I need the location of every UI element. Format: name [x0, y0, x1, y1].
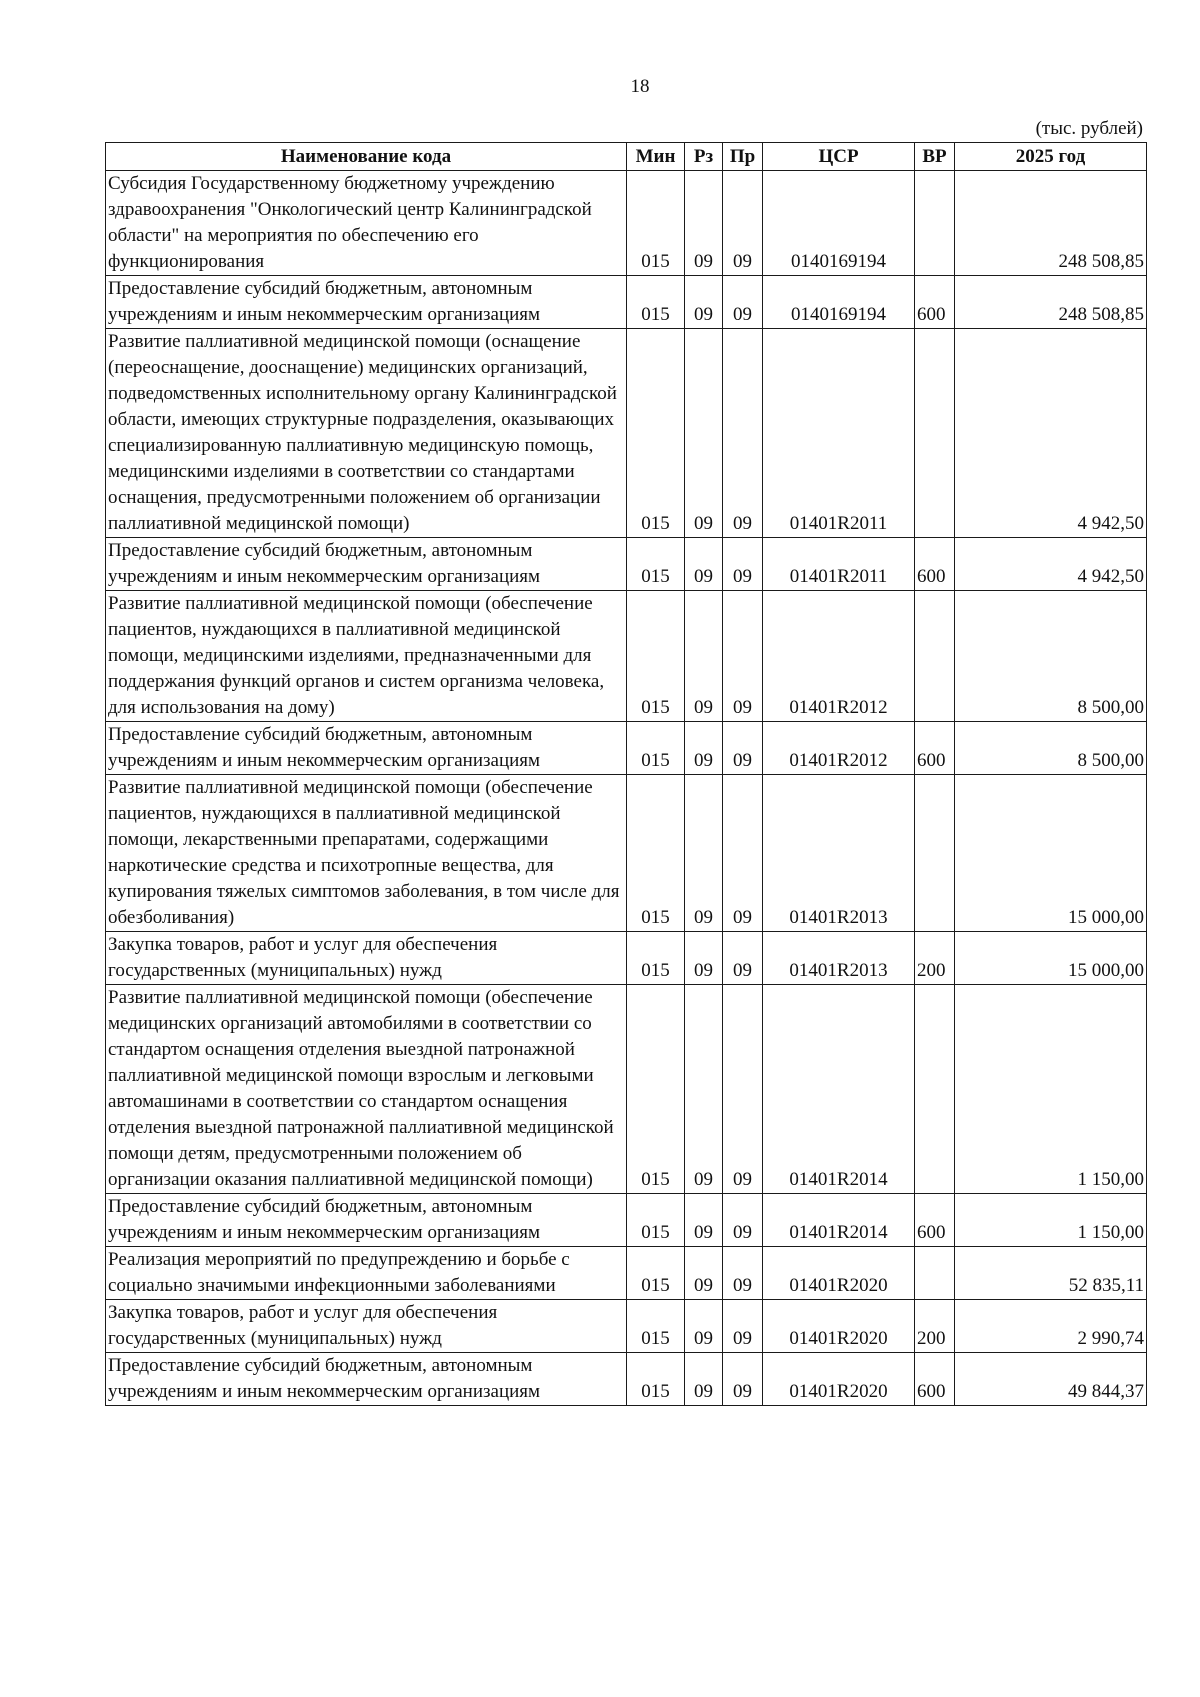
table-row	[106, 329, 1147, 538]
row-rz: 09	[685, 775, 723, 932]
row-vr	[915, 985, 955, 1194]
budget-table	[105, 142, 1147, 1406]
row-name: Закупка товаров, работ и услуг для обеспечения государственных (муниципальных) нужд	[106, 1300, 627, 1353]
row-vr: 200	[915, 932, 955, 985]
table-row	[106, 276, 1147, 329]
table-row	[106, 985, 1147, 1194]
header-csr: ЦСР	[763, 143, 915, 171]
table-header	[106, 143, 1147, 171]
table-row	[106, 1194, 1147, 1247]
row-rz: 09	[685, 538, 723, 591]
row-csr: 01401R2013	[763, 932, 915, 985]
row-pr: 09	[723, 538, 763, 591]
row-csr: 01401R2014	[763, 985, 915, 1194]
row-min: 015	[627, 985, 685, 1194]
row-csr: 01401R2014	[763, 1194, 915, 1247]
row-csr: 01401R2020	[763, 1353, 915, 1406]
row-rz: 09	[685, 171, 723, 276]
row-name: Предоставление субсидий бюджетным, автономным учреждениям и иным некоммерческим организациям	[106, 1194, 627, 1247]
row-name: Развитие паллиативной медицинской помощи (оснащение (переоснащение, дооснащение) медицинских организаций, подведомственных исполнительному органу Калининградской области, имеющих структурные подразделения, оказывающих специализированную паллиативную медицинскую помощь, медицинскими изделиями в соответствии со стандартами оснащения, предусмотренными положением об организации паллиативной медицинской помощи)	[106, 329, 627, 538]
row-name: Предоставление субсидий бюджетным, автономным учреждениям и иным некоммерческим организациям	[106, 538, 627, 591]
header-name: Наименование кода	[106, 143, 627, 171]
table-row	[106, 538, 1147, 591]
row-rz: 09	[685, 329, 723, 538]
header-year: 2025 год	[955, 143, 1147, 171]
row-vr: 200	[915, 1300, 955, 1353]
header-row	[106, 143, 1147, 171]
row-name: Развитие паллиативной медицинской помощи (обеспечение пациентов, нуждающихся в паллиативной медицинской помощи, лекарственными препаратами, содержащими наркотические средства и психотропные вещества, для купирования тяжелых симптомов заболевания, в том числе для обезболивания)	[106, 775, 627, 932]
row-name: Реализация мероприятий по предупреждению и борьбе с социально значимыми инфекционными заболеваниями	[106, 1247, 627, 1300]
row-amount: 4 942,50	[955, 538, 1147, 591]
table-row	[106, 1353, 1147, 1406]
row-csr: 01401R2011	[763, 538, 915, 591]
row-rz: 09	[685, 932, 723, 985]
row-csr: 0140169194	[763, 276, 915, 329]
row-min: 015	[627, 171, 685, 276]
row-amount: 4 942,50	[955, 329, 1147, 538]
row-pr: 09	[723, 1247, 763, 1300]
row-pr: 09	[723, 1300, 763, 1353]
row-amount: 8 500,00	[955, 722, 1147, 775]
table-row	[106, 1247, 1147, 1300]
row-vr	[915, 775, 955, 932]
row-amount: 1 150,00	[955, 985, 1147, 1194]
row-csr: 0140169194	[763, 171, 915, 276]
table-row	[106, 775, 1147, 932]
table-row	[106, 932, 1147, 985]
header-pr: Пр	[723, 143, 763, 171]
row-amount: 52 835,11	[955, 1247, 1147, 1300]
row-min: 015	[627, 538, 685, 591]
row-rz: 09	[685, 1194, 723, 1247]
row-rz: 09	[685, 1300, 723, 1353]
table-body	[106, 171, 1147, 1406]
table-row	[106, 1300, 1147, 1353]
row-csr: 01401R2012	[763, 591, 915, 722]
row-pr: 09	[723, 171, 763, 276]
row-min: 015	[627, 1247, 685, 1300]
row-pr: 09	[723, 591, 763, 722]
row-name: Развитие паллиативной медицинской помощи (обеспечение пациентов, нуждающихся в паллиативной медицинской помощи, медицинскими изделиями, предназначенными для поддержания функций органов и систем организма человека, для использования на дому)	[106, 591, 627, 722]
row-vr: 600	[915, 276, 955, 329]
row-csr: 01401R2013	[763, 775, 915, 932]
row-min: 015	[627, 1194, 685, 1247]
row-rz: 09	[685, 722, 723, 775]
row-name: Предоставление субсидий бюджетным, автономным учреждениям и иным некоммерческим организациям	[106, 1353, 627, 1406]
row-rz: 09	[685, 985, 723, 1194]
row-csr: 01401R2020	[763, 1300, 915, 1353]
row-pr: 09	[723, 932, 763, 985]
row-pr: 09	[723, 985, 763, 1194]
row-min: 015	[627, 276, 685, 329]
row-name: Субсидия Государственному бюджетному учреждению здравоохранения "Онкологический центр Калининградской области" на мероприятия по обеспечению его функционирования	[106, 171, 627, 276]
row-name: Предоставление субсидий бюджетным, автономным учреждениям и иным некоммерческим организациям	[106, 276, 627, 329]
row-amount: 248 508,85	[955, 276, 1147, 329]
header-min: Мин	[627, 143, 685, 171]
row-csr: 01401R2020	[763, 1247, 915, 1300]
row-vr	[915, 1247, 955, 1300]
row-pr: 09	[723, 775, 763, 932]
row-vr	[915, 591, 955, 722]
units-note: (тыс. рублей)	[1035, 118, 1143, 139]
row-rz: 09	[685, 1247, 723, 1300]
row-name: Предоставление субсидий бюджетным, автономным учреждениям и иным некоммерческим организациям	[106, 722, 627, 775]
row-amount: 8 500,00	[955, 591, 1147, 722]
row-amount: 15 000,00	[955, 932, 1147, 985]
row-min: 015	[627, 775, 685, 932]
row-amount: 15 000,00	[955, 775, 1147, 932]
row-vr: 600	[915, 1353, 955, 1406]
row-rz: 09	[685, 276, 723, 329]
row-rz: 09	[685, 1353, 723, 1406]
row-vr	[915, 329, 955, 538]
row-amount: 49 844,37	[955, 1353, 1147, 1406]
row-csr: 01401R2012	[763, 722, 915, 775]
page-number: 18	[630, 76, 650, 97]
row-amount: 2 990,74	[955, 1300, 1147, 1353]
row-rz: 09	[685, 591, 723, 722]
row-pr: 09	[723, 722, 763, 775]
row-name: Развитие паллиативной медицинской помощи (обеспечение медицинских организаций автомобилями в соответствии со стандартом оснащения отделения выездной патронажной паллиативной медицинской помощи взрослым и легковыми автомашинами в соответствии со стандартом оснащения отделения выездной патронажной паллиативной медицинской помощи детям, предусмотренными положением об организации оказания паллиативной медицинской помощи)	[106, 985, 627, 1194]
row-pr: 09	[723, 1194, 763, 1247]
row-vr: 600	[915, 1194, 955, 1247]
table-row	[106, 591, 1147, 722]
row-amount: 1 150,00	[955, 1194, 1147, 1247]
row-min: 015	[627, 722, 685, 775]
header-vr: ВР	[915, 143, 955, 171]
row-vr: 600	[915, 538, 955, 591]
row-min: 015	[627, 932, 685, 985]
row-name: Закупка товаров, работ и услуг для обеспечения государственных (муниципальных) нужд	[106, 932, 627, 985]
row-pr: 09	[723, 276, 763, 329]
table-row	[106, 722, 1147, 775]
row-pr: 09	[723, 1353, 763, 1406]
row-pr: 09	[723, 329, 763, 538]
row-vr	[915, 171, 955, 276]
table-row	[106, 171, 1147, 276]
header-rz: Рз	[685, 143, 723, 171]
row-vr: 600	[915, 722, 955, 775]
row-min: 015	[627, 1300, 685, 1353]
row-min: 015	[627, 1353, 685, 1406]
row-min: 015	[627, 591, 685, 722]
row-amount: 248 508,85	[955, 171, 1147, 276]
row-csr: 01401R2011	[763, 329, 915, 538]
row-min: 015	[627, 329, 685, 538]
